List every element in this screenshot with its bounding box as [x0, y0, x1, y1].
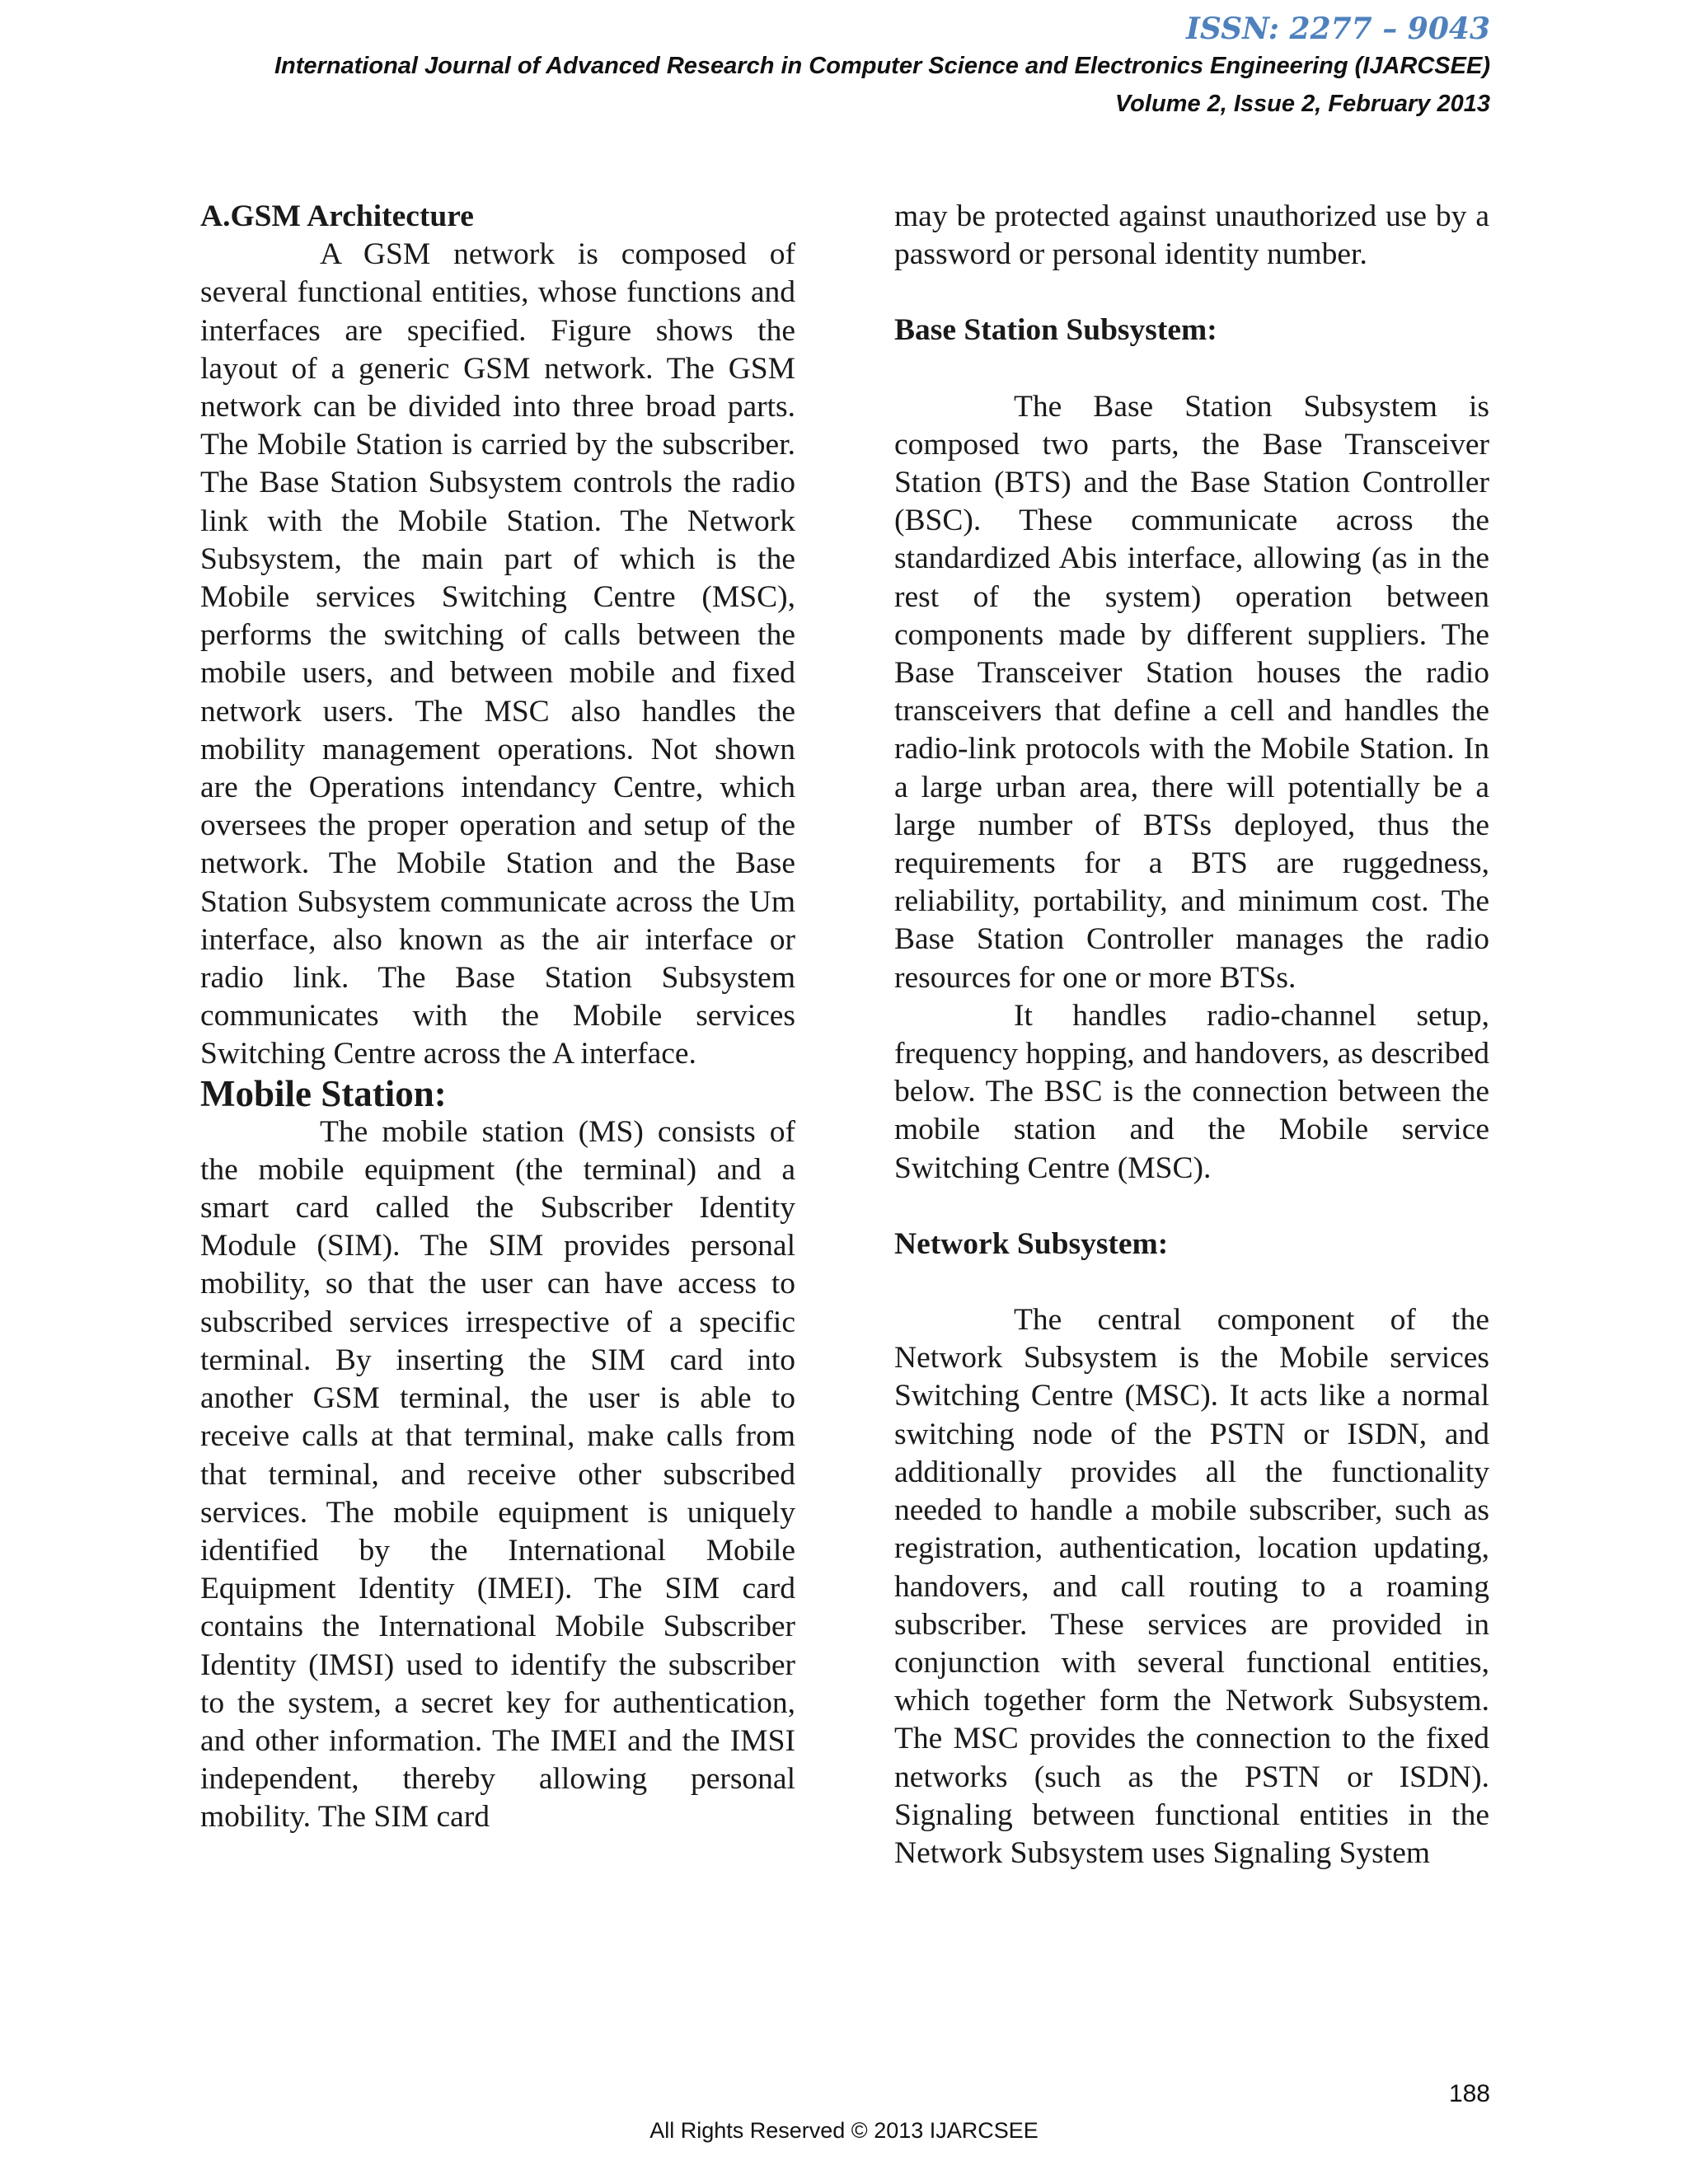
paragraph-gsm-architecture: A GSM network is composed of several functional entities, whose functions and interfaces are specified. Figure shows the layout of a generic GSM network. The GSM network can be divided into three broad parts. The Mobile Station is carried by the subscriber. The Base Station Subsystem controls the radio link with the Mobile Station. The Network Subsystem, the main part of which is the Mobile services Switching Centre (MSC), performs the switching of calls between the mobile users, and between mobile and fixed network users. The MSC also handles the mobility management operations. Not shown are the Operations intendancy Centre, which oversees the proper operation and setup of the network. The Mobile Station and the Base Station Subsystem communicate across the Um interface, also known as the air interface or radio link. The Base Station Subsystem communicates with the Mobile services Switching Centre across the A interface. — [200, 237, 795, 1071]
paragraph-base-station-subsystem-2: It handles radio-channel setup, frequency hopping, and handovers, as described below. The BSC is the connection between the mobile station and the Mobile service Switching Centre (MSC). — [894, 998, 1489, 1185]
paragraph-base-station-subsystem-1: The Base Station Subsystem is composed two parts, the Base Transceiver Station (BTS) and the Base Station Controller (BSC). These communicate across the standardized Abis interface, allowing (as in the rest of the system) operation between components made by different suppliers. The Base Transceiver Station houses the radio transceivers that define a cell and handles the radio-link protocols with the Mobile Station. In a large urban area, there will potentially be a large number of BTSs deployed, thus the requirements for a BTS are ruggedness, reliability, portability, and minimum cost. The Base Station Controller manages the radio resources for one or more BTSs. — [894, 389, 1489, 995]
section-heading-gsm-architecture: A.GSM Architecture — [200, 199, 474, 233]
paragraph-network-subsystem: The central component of the Network Subsystem is the Mobile services Switching Centre (MSC). It acts like a normal switching node of the PSTN or ISDN, and additionally provides all the functionality needed to handle a mobile subscriber, such as registration, authentication, location updating, handovers, and call routing to a roaming subscriber. These services are provided in conjunction with several functional entities, which together form the Network Subsystem. The MSC provides the connection to the fixed networks (such as the PSTN or ISDN). Signaling between functional entities in the Network Subsystem uses Signaling System — [894, 1303, 1489, 1870]
volume-issue: Volume 2, Issue 2, February 2013 — [1114, 91, 1490, 117]
paragraph-continued: may be protected against unauthorized use by a password or personal identity number. — [894, 199, 1489, 272]
page-number: 188 — [1448, 2080, 1490, 2107]
section-heading-mobile-station: Mobile Station: — [200, 1072, 447, 1114]
journal-title: International Journal of Advanced Research in Computer Science and Electronics Engineering (IJARCSEE) — [274, 53, 1490, 79]
copyright-footer: All Rights Reserved © 2013 IJARCSEE — [649, 2118, 1039, 2143]
issn-header: ISSN: 2277 – 9043 — [1186, 12, 1490, 46]
section-heading-base-station-subsystem: Base Station Subsystem: — [894, 313, 1217, 348]
left-column — [200, 198, 795, 1837]
section-heading-network-subsystem: Network Subsystem: — [894, 1226, 1169, 1261]
right-column — [894, 198, 1489, 1872]
paragraph-mobile-station: The mobile station (MS) consists of the mobile equipment (the terminal) and a smart card called the Subscriber Identity Module (SIM). The SIM provides personal mobility, so that the user can have access to subscribed services irrespective of a specific terminal. By inserting the SIM card into another GSM terminal, the user is able to receive calls at that terminal, make calls from that terminal, and receive other subscribed services. The mobile equipment is uniquely identified by the International Mobile Equipment Identity (IMEI). The SIM card contains the International Mobile Subscriber Identity (IMSI) used to identify the subscriber to the system, a secret key for authentication, and other information. The IMEI and the IMSI independent, thereby allowing personal mobility. The SIM card — [200, 1114, 795, 1835]
